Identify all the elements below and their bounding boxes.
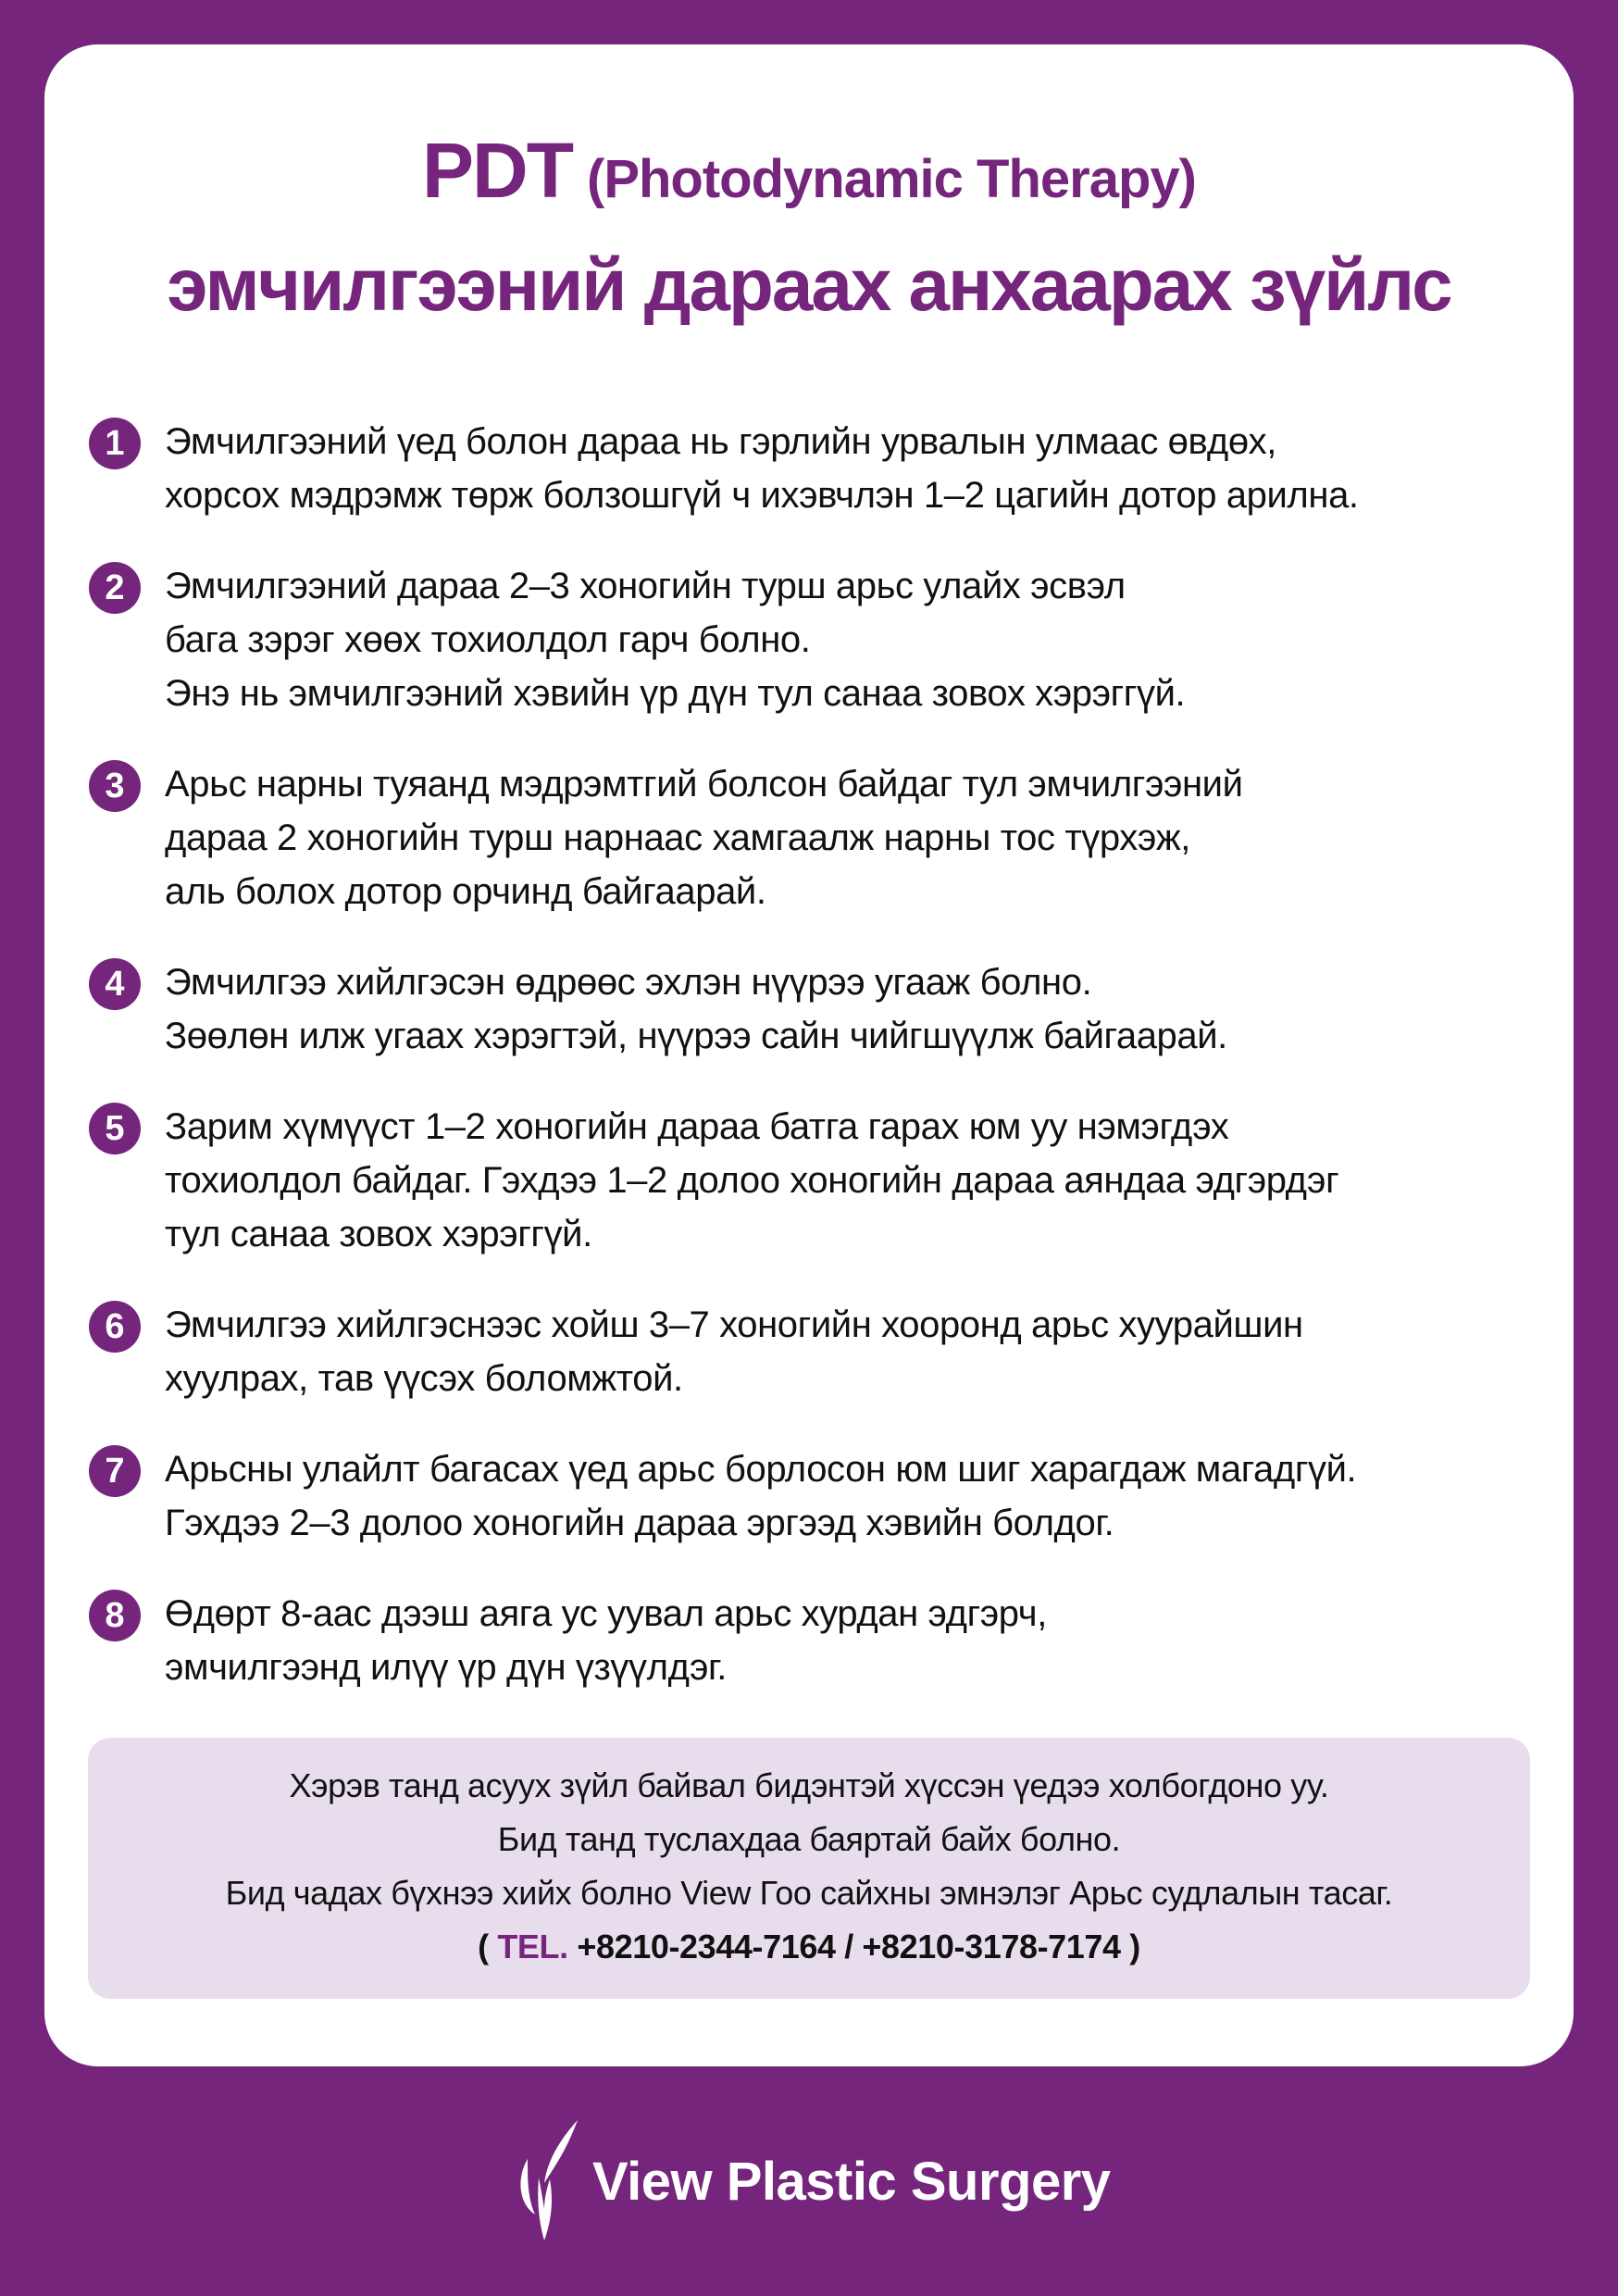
tel-open-paren: (: [478, 1928, 498, 1965]
item-text-line: Зөөлөн илж угаах хэрэгтэй, нүүрээ сайн чийгшүүлж байгаарай.: [165, 1016, 1227, 1056]
item-number-badge: 3: [89, 760, 141, 812]
item-text-line: Арьсны улайлт багасах үед арьс борлосон юм шиг харагдаж магадгүй.: [165, 1449, 1357, 1490]
item-text-line: бага зэрэг хөөх тохиолдол гарч болно.: [165, 619, 811, 660]
item-number-badge: 7: [89, 1445, 141, 1497]
item-number-badge: 8: [89, 1590, 141, 1641]
list-item: [89, 1442, 1561, 1550]
item-text-line: аль болох дотор орчинд байгаарай.: [165, 871, 766, 912]
title-subtitle: (Photodynamic Therapy): [587, 149, 1196, 209]
item-number-badge: 6: [89, 1301, 141, 1353]
item-text-line: Эмчилгээний үед болон дараа нь гэрлийн урвалын улмаас өвдөх,: [165, 421, 1277, 462]
item-text-line: хорсох мэдрэмж төрж болзошгүй ч ихэвчлэн 1–2 цагийн дотор арилна.: [165, 475, 1359, 516]
list-item: [89, 559, 1561, 720]
brand-name: View Plastic Surgery: [592, 2152, 1111, 2212]
item-number-badge: 5: [89, 1103, 141, 1154]
contact-text-line: Хэрэв танд асуух зүйл байвал бидэнтэй хүссэн үедээ холбогдоно уу.: [289, 1766, 1329, 1804]
list-item: [89, 1587, 1561, 1694]
list-item: [89, 415, 1561, 522]
contact-text-line: Бид чадах бүхнээ хийх болно View Гоо сайхны эмнэлэг Арьс судлалын тасаг.: [225, 1874, 1393, 1912]
title-line-2: эмчилгээний дараах анхаарах зүйлс: [167, 243, 1451, 326]
notice-card: [44, 44, 1574, 2066]
tel-label: TEL.: [497, 1928, 568, 1965]
item-text-line: Эмчилгээ хийлгэсэн өдрөөс эхлэн нүүрээ угааж болно.: [165, 962, 1092, 1003]
contact-phone-line: [88, 1920, 1530, 1974]
item-text-line: хуулрах, тав үүсэх боломжтой.: [165, 1358, 683, 1399]
contact-box: [88, 1738, 1530, 1999]
item-text-line: Зарим хүмүүст 1–2 хоногийн дараа батга гарах юм уу нэмэгдэх: [165, 1106, 1229, 1147]
item-text-line: тул санаа зовох хэрэггүй.: [165, 1214, 592, 1254]
care-instructions-list: [89, 415, 1561, 1731]
list-item: [89, 757, 1561, 918]
title-line-1: [44, 115, 1574, 249]
list-item: [89, 1298, 1561, 1405]
item-text-line: дараа 2 хоногийн турш нарнаас хамгаалж нарны тос түрхэж,: [165, 817, 1190, 858]
item-text-line: тохиолдол байдаг. Гэхдээ 1–2 долоо хоногийн дараа аяндаа эдгэрдэг: [165, 1160, 1339, 1201]
item-text-line: Эмчилгээний дараа 2–3 хоногийн турш арьс улайх эсвэл: [165, 566, 1126, 606]
item-text-line: Өдөрт 8-аас дээш аяга ус уувал арьс хурдан эдгэрч,: [165, 1593, 1047, 1634]
tel-numbers[interactable]: +8210-2344-7164 / +8210-3178-7174 ): [567, 1928, 1140, 1965]
item-text-line: Арьс нарны туяанд мэдрэмтгий болсон байдаг тул эмчилгээний: [165, 764, 1243, 805]
contact-text-line: Бид танд туслахдаа баяртай байх болно.: [497, 1820, 1121, 1858]
list-item: [89, 955, 1561, 1063]
footer: [0, 2111, 1618, 2250]
item-number-badge: 2: [89, 562, 141, 614]
item-number-badge: 1: [89, 418, 141, 469]
leaf-v-logo-icon: [511, 2118, 594, 2244]
item-number-badge: 4: [89, 958, 141, 1010]
item-text-line: Эмчилгээ хийлгэснээс хойш 3–7 хоногийн хооронд арьс хуурайшин: [165, 1304, 1303, 1345]
title-pdt: PDT: [422, 127, 572, 214]
item-text-line: Гэхдээ 2–3 долоо хоногийн дараа эргээд хэвийн болдог.: [165, 1503, 1114, 1543]
list-item: [89, 1100, 1561, 1261]
item-text-line: эмчилгээнд илүү үр дүн үзүүлдэг.: [165, 1647, 727, 1688]
item-text-line: Энэ нь эмчилгээний хэвийн үр дүн тул санаа зовох хэрэггүй.: [165, 673, 1186, 714]
